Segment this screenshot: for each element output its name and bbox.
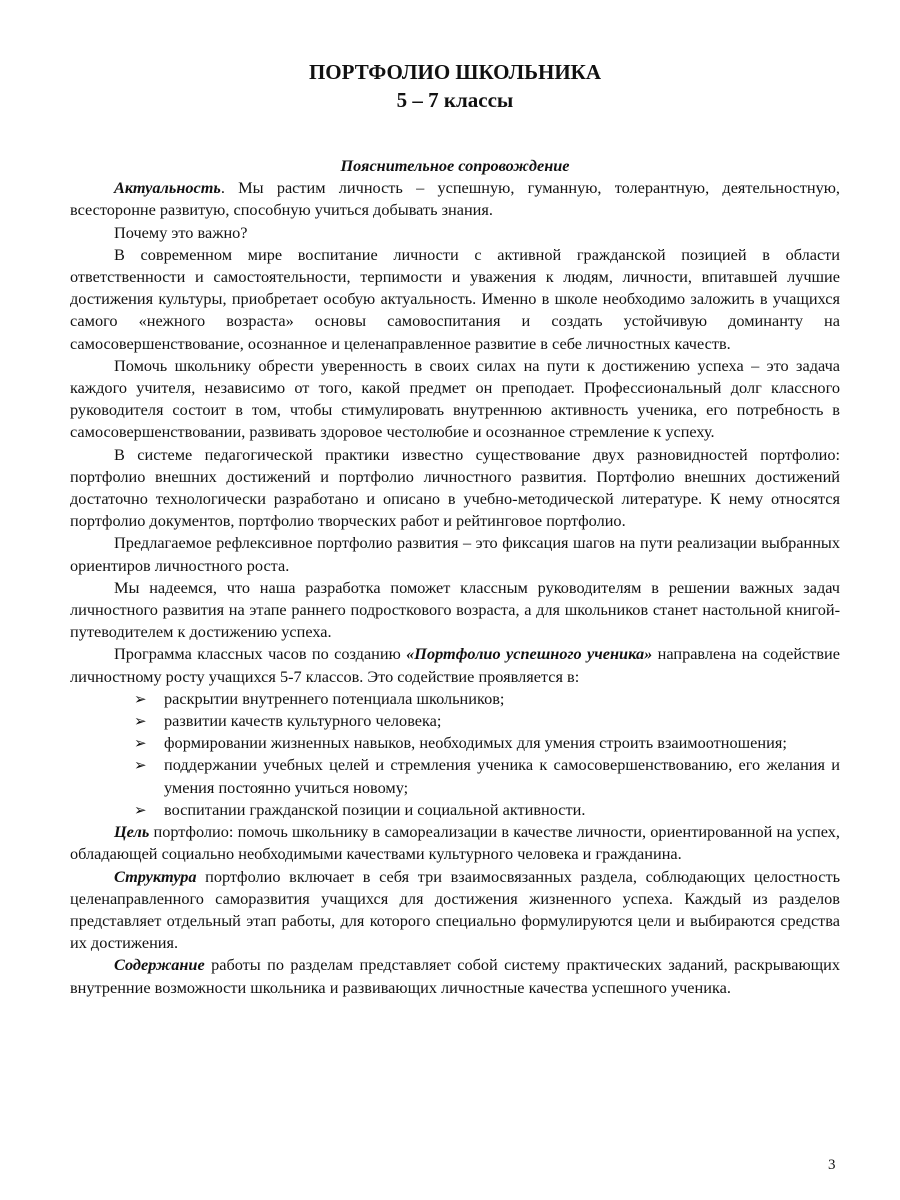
paragraph-program-start: Программа классных часов по созданию [114,644,407,664]
term-goal: Цель [114,822,150,842]
list-item-text: формировании жизненных навыков, необходимых для умения строить взаимоотношения; [164,733,787,753]
document-page [70,58,840,999]
list-item [134,754,840,798]
document-subtitle: 5 – 7 классы [396,88,514,112]
paragraph-relevance-text: . Мы растим личность – успешную, гуманную, толерантную, деятельностную, всесторонне развитую, способную учиться добывать знания. [70,178,840,220]
paragraph-portfolio-types: В системе педагогической практики известно существование двух разновидностей портфолио: портфолио внешних достижений и портфолио личностного развития. Портфолио внешних достижений достаточно технологически разработано и описано в учебно-методической литературе. К нему относятся портфолио документов, портфолио творческих работ и рейтинговое портфолио. [70,444,840,531]
paragraph-goal [70,821,840,865]
arrow-bullet-icon: ➢ [134,712,147,731]
list-item-text: воспитании гражданской позиции и социальной активности. [164,799,586,819]
paragraph-structure-text: портфолио включает в себя три взаимосвязанных раздела, соблюдающих целостность целенаправленного саморазвития учащихся для достижения жизненного успеха. Каждый из разделов представляет отдельный этап работы, для которого специально формулируются цели и выбираются средства их достижения. [70,866,840,953]
paragraph-hope: Мы надеемся, что наша разработка поможет классным руководителям в решении важных задач личностного развития на этапе раннего подросткового возраста, а для школьников станет настольной книгой-путеводителем к достижению успеха. [70,577,840,642]
arrow-bullet-icon: ➢ [134,800,147,819]
paragraph-help-student: Помочь школьнику обрести уверенность в своих силах на пути к достижению успеха – это задача каждого учителя, независимо от того, какой предмет он преподает. Профессиональный долг классного руководителя состоит в том, чтобы стимулировать внутреннюю активность ученика, его потребность в самосовершенствовании, развивать здоровое честолюбие и осознанное стремление к успеху. [70,355,840,442]
paragraph-reflexive-portfolio: Предлагаемое рефлексивное портфолио развития – это фиксация шагов на пути реализации выбранных ориентиров личностного роста. [70,533,840,575]
paragraph-relevance [70,177,840,221]
paragraph-content [70,954,840,998]
paragraph-question: Почему это важно? [114,222,248,242]
term-relevance: Актуальность [114,178,221,198]
paragraph-program-end: направлена на содействие личностному росту учащихся 5-7 классов. Это содействие проявляется в: [70,644,840,686]
list-item [134,688,840,710]
list-item-text: развитии качеств культурного человека; [164,711,442,731]
paragraph-structure [70,866,840,955]
term-content: Содержание [114,955,205,975]
list-item [134,799,840,821]
arrow-bullet-icon: ➢ [134,756,147,775]
list-item-text: раскрытии внутреннего потенциала школьников; [164,688,505,708]
list-item [134,732,840,754]
arrow-bullet-icon: ➢ [134,734,147,753]
bullet-list [70,688,840,821]
document-title: ПОРТФОЛИО ШКОЛЬНИКА [308,60,602,84]
arrow-bullet-icon: ➢ [134,689,147,708]
paragraph-goal-text: портфолио: помочь школьнику в самореализации в качестве личности, ориентированной на успех, обладающей социально необходимыми качествами культурного человека и гражданина. [70,822,840,864]
page-number: 3 [828,1157,836,1173]
list-item [134,710,840,732]
section-heading: Пояснительное сопровождение [340,156,570,175]
paragraph-modern-world: В современном мире воспитание личности с активной гражданской позицией в области ответственности и самостоятельности, терпимости и уважения к людям, личности, впитавшей лучшие достижения культуры, приобретает особую актуальность. Именно в школе необходимо заложить в учащихся самого «нежного возраста» основы самовоспитания и создать устойчивую доминанту на самосовершенствование, осознанное и целенаправленное развитие в себе личностных качеств. [70,244,840,353]
term-structure: Структура [114,866,197,886]
list-item-text: поддержании учебных целей и стремления ученика к самосовершенствованию, его желания и умения постоянно учиться новому; [164,755,840,797]
paragraph-content-text: работы по разделам представляет собой систему практических заданий, раскрывающих внутренние возможности школьника и развивающих личностные качества успешного ученика. [70,955,840,997]
paragraph-program [70,643,840,687]
program-title: «Портфолио успешного ученика» [406,644,653,664]
